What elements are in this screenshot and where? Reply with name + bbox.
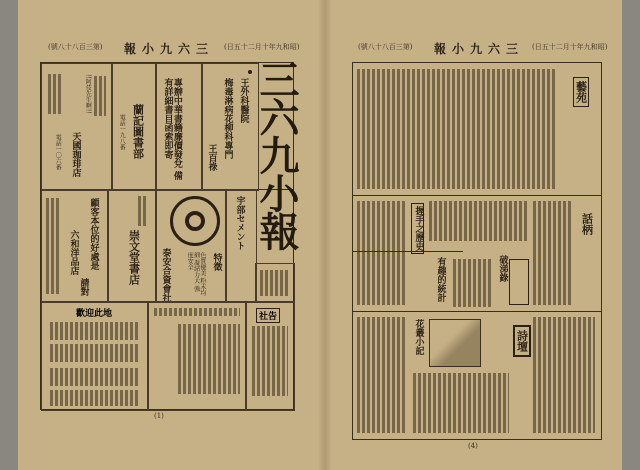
table-title: 歡迎此地 — [76, 309, 113, 319]
bullet-icon — [248, 70, 252, 74]
section-handshake: 握手之歷史 — [411, 203, 424, 254]
special-heading: 特徵 — [211, 253, 222, 271]
cafe-phone: 電話一〇六番 — [54, 134, 62, 170]
ad-cement — [225, 189, 257, 303]
left-issue-number: (號八十八百三第) — [48, 43, 103, 51]
book-notice-text: 專辦中華書籍廉價發兌 備有詳細書目函索即寄 — [162, 78, 182, 181]
section-yiyuan: 藝苑 — [573, 77, 589, 107]
lanji-name: 蘭記圖書部 — [131, 104, 145, 159]
right-page-frame — [352, 62, 602, 440]
company-logo-icon — [170, 196, 220, 246]
ad-chongwen-books — [107, 189, 157, 303]
section-flowers: 花叢小記 — [413, 319, 424, 355]
newspaper-sheet — [18, 0, 622, 470]
left-masthead: 報小九六三 — [124, 42, 215, 56]
right-page-number: (4) — [468, 442, 478, 450]
mask-illustration-icon — [509, 259, 529, 305]
listing-box — [147, 301, 247, 411]
schedule-box — [255, 263, 295, 303]
notice-title: 社告 — [256, 308, 280, 323]
special-items: 色質優美 粉末均細 凝結力大 強度安全 — [186, 252, 206, 296]
liuhe-name: 六和洋品店 — [68, 230, 79, 275]
section-potilu: 破涕錄 — [497, 255, 508, 282]
cafe-slogan: !!阿伎先生啊!! — [84, 74, 92, 114]
cement-name: 宇部セメント — [234, 196, 245, 250]
ad-book-notice — [155, 63, 203, 191]
left-page-frame — [40, 59, 300, 410]
ad-wang-clinic — [201, 63, 259, 191]
lanji-phone: 電話一九八番 — [118, 114, 126, 150]
right-date-line: (日五十二月十年九和昭) — [532, 43, 608, 51]
ad-lanji-books — [111, 63, 157, 191]
ad-liuhe-store — [41, 189, 109, 303]
right-issue-number: (號八十八百三第) — [358, 43, 413, 51]
vertical-title: 三六九小報 — [253, 59, 300, 249]
notice-box — [245, 301, 295, 411]
section-huabing: 話柄 — [580, 213, 594, 235]
chongwen-name: 崇文堂書店 — [127, 230, 141, 285]
section-poetry: 詩壇 — [513, 325, 531, 357]
right-masthead: 報小九六三 — [434, 42, 525, 56]
clinic-services: 梅毒淋病花柳科專門 — [222, 78, 233, 159]
liuhe-note: 請對 — [78, 278, 89, 296]
left-page-number: (1) — [154, 412, 164, 420]
liuhe-slogan: 顧客本位的好處是 — [88, 198, 99, 270]
woman-illustration-icon — [429, 319, 481, 367]
clinic-name: 王外科醫院 — [238, 78, 249, 123]
cafe-name: 天國珈琲店 — [70, 132, 81, 177]
ad-tianguo-cafe — [41, 63, 113, 191]
section-stats: 有趣的統計 — [435, 257, 446, 302]
clinic-doctor: 王百祿 — [206, 144, 217, 171]
welcome-table — [41, 301, 149, 411]
taian-name: 泰安合資會社 — [160, 248, 171, 302]
left-date-line: (日五十二月十年九和昭) — [224, 43, 300, 51]
ad-taian-company — [155, 189, 227, 303]
